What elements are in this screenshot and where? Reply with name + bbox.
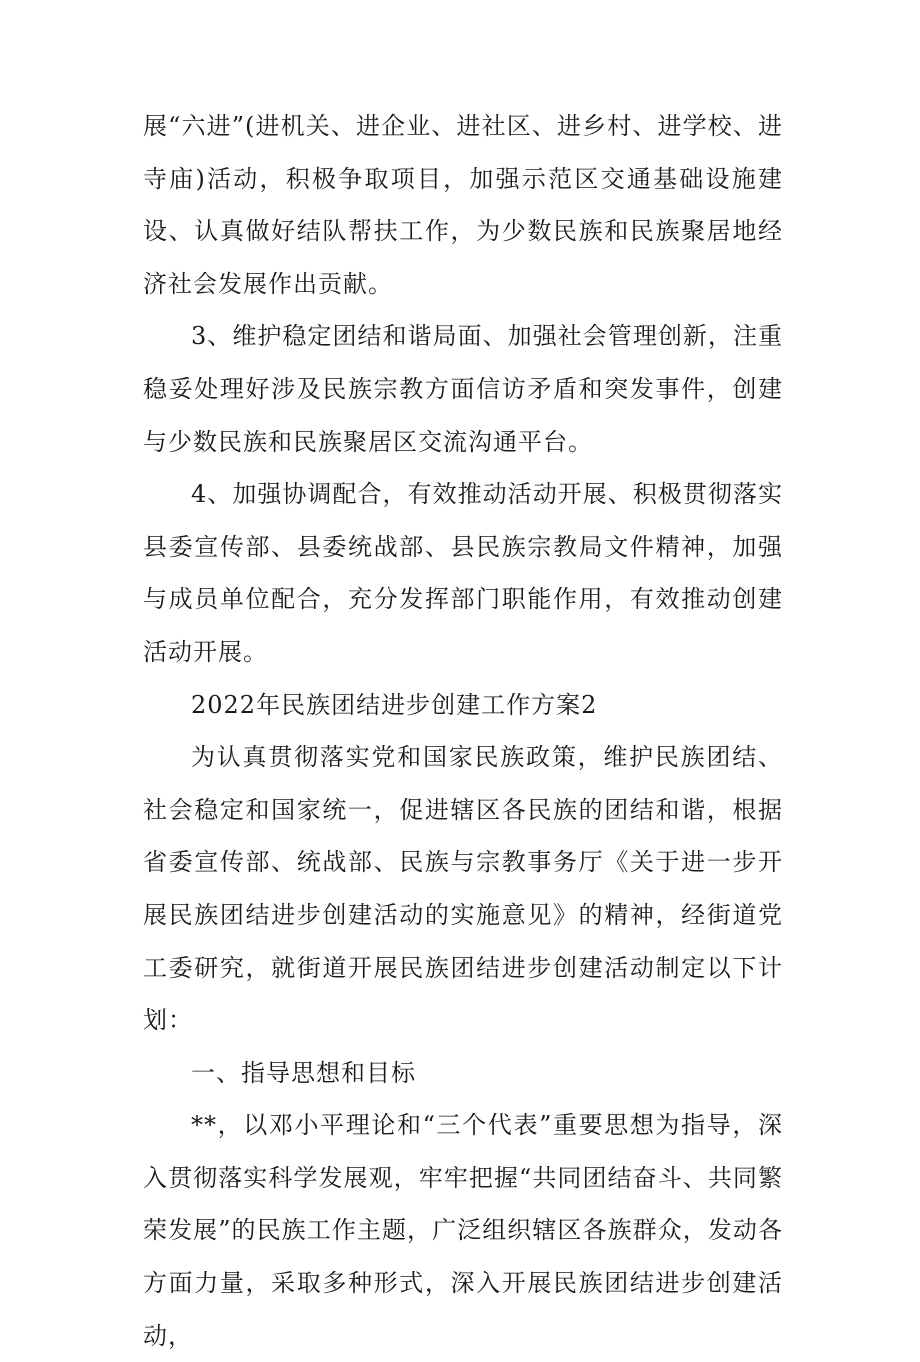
document-body <box>143 100 783 1362</box>
section-title: 2022年民族团结进步创建工作方案2 <box>191 690 598 719</box>
section-heading: 一、指导思想和目标 <box>191 1058 416 1087</box>
paragraph-item-3: 3、维护稳定团结和谐局面、加强社会管理创新，注重稳妥处理好涉及民族宗教方面信访矛盾和突发事件，创建与少数民族和民族聚居区交流沟通平台。 <box>143 322 783 456</box>
paragraph-item-4: 4、加强协调配合，有效推动活动开展、积极贯彻落实县委宣传部、县委统战部、县民族宗教局文件精神，加强与成员单位配合，充分发挥部门职能作用，有效推动创建活动开展。 <box>143 480 783 666</box>
paragraph-continuation: 展“六进”(进机关、进企业、进社区、进乡村、进学校、进寺庙)活动，积极争取项目，加强示范区交通基础设施建设、认真做好结队帮扶工作，为少数民族和民族聚居地经济社会发展作出贡献。 <box>143 112 783 298</box>
paragraph-intro: 为认真贯彻落实党和国家民族政策，维护民族团结、社会稳定和国家统一，促进辖区各民族的团结和谐，根据省委宣传部、统战部、民族与宗教事务厅《关于进一步开展民族团结进步创建活动的实施意见》的精神，经街道党工委研究，就街道开展民族团结进步创建活动制定以下计划： <box>143 743 783 1035</box>
paragraph-guiding-thought: **，以邓小平理论和“三个代表”重要思想为指导，深入贯彻落实科学发展观，牢牢把握“共同团结奋斗、共同繁荣发展”的民族工作主题，广泛组织辖区各族群众，发动各方面力量，采取多种形式，深入开展民族团结进步创建活动， <box>143 1111 783 1350</box>
